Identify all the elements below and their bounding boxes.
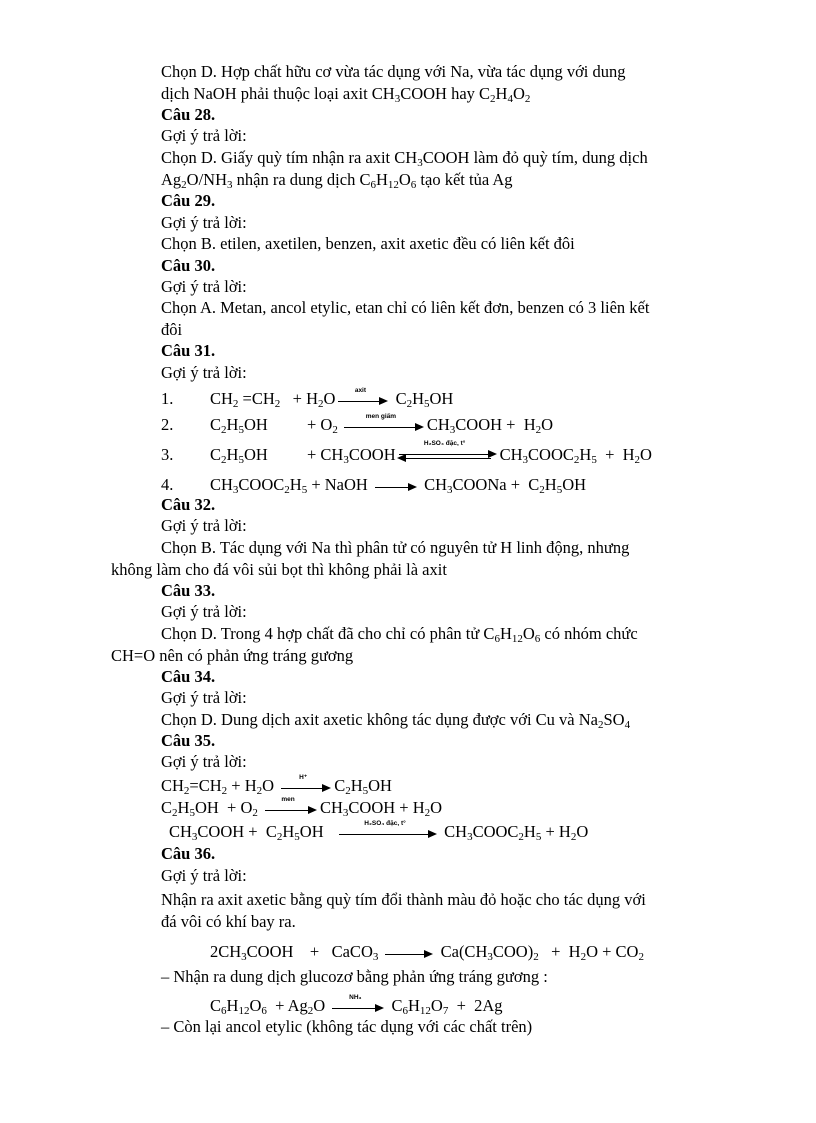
answer-text: đôi [161,320,183,339]
answer-text: Chọn B. Tác dụng với Na thì phân tử có nguyên tử H linh động, nhưng [161,538,630,557]
reaction-formula: $CH_2=CH_2 + H_2O$ H⁺ $C_2H_5OH$ [161,774,392,797]
reaction-arrow: men giấm [344,419,424,433]
hint-label: Gợi ý trả lời: [161,516,247,535]
answer-text: Chọn D. Dung dịch axit axetic không tác dụng được với Cu và $Na_2SO_4$ [161,710,631,731]
answer-text: $Ag_2O/NH_3$ nhận ra dung dịch $C_6H_{12}O_6$ tạo kết tủa Ag [161,170,513,191]
reaction-formula: $CH_3COOH + C_2H_5OH$ H₂SO₄ đặc, t° $CH_3COOC_2H_5 + H_2O$ [169,820,589,843]
question-heading: Câu 34. [161,667,216,686]
reaction-arrow: H₂SO₄ đặc, t° [339,826,437,840]
reaction-arrow [385,946,433,960]
reaction-number: 1. [161,389,174,408]
answer-text: đá vôi có khí bay ra. [161,912,296,931]
reaction-number: 2. [161,415,174,434]
reaction-formula: $C_6H_{12}O_6 + Ag_2O$ NH₃ $C_6H_{12}O_7 + 2Ag$ [210,994,503,1017]
reaction-arrow: axit [338,393,388,407]
hint-label: Gợi ý trả lời: [161,866,247,885]
answer-text: Chọn B. etilen, axetilen, benzen, axit axetic đều có liên kết đôi [161,234,575,253]
answer-text: không làm cho đá vôi sủi bọt thì không phải là axit [111,560,447,579]
reaction-formula: $CH_3COOC_2H_5$ + NaOH $CH_3COONa + C_2H_5OH$ [210,475,587,496]
hint-label: Gợi ý trả lời: [161,602,247,621]
hint-label: Gợi ý trả lời: [161,277,247,296]
answer-text: – Nhận ra dung dịch glucozơ bằng phản ứng tráng gương : [161,967,548,986]
answer-text: Chọn D. Trong 4 hợp chất đã cho chỉ có phân tử $C_6H_{12}O_6$ có nhóm chức [161,624,638,645]
answer-text: CH=O nên có phản ứng tráng gương [111,646,354,665]
reaction-formula: $C_2H_5OH$ [210,415,268,436]
question-heading: Câu 29. [161,191,216,210]
hint-label: Gợi ý trả lời: [161,688,247,707]
reaction-arrow: H⁺ [281,780,331,794]
question-heading: Câu 28. [161,105,216,124]
reaction-formula: $CH_2 =CH_2 + H_2O$ axit $C_2H_5OH$ [210,387,454,410]
reaction-arrow: men [265,802,317,816]
reaction-formula: + $O_2$ men giấm $CH_3COOH + H_2O$ [307,413,554,436]
text-line: Chọn D. Hợp chất hữu cơ vừa tác dụng với Na, vừa tác dụng với dung [161,62,626,81]
answer-text: – Còn lại ancol etylic (không tác dụng với các chất trên) [161,1017,533,1036]
reaction-formula: $2CH_3COOH$ + CaCO$_3$ $Ca(CH_3COO)_2 + H_2O + CO_2$ [210,942,644,963]
reaction-number: 4. [161,475,174,494]
reaction-formula: + $CH_3COOH$ H₂SO₄ đặc, t° $CH_3COOC_2H_5 + H_2O$ [307,440,652,466]
answer-text: Nhận ra axit axetic bằng quỳ tím đổi thành màu đỏ hoặc cho tác dụng với [161,890,646,909]
hint-label: Gợi ý trả lời: [161,213,247,232]
question-heading: Câu 30. [161,256,216,275]
question-heading: Câu 32. [161,495,216,514]
reaction-formula: $C_2H_5OH + O_2$ men $CH_3COOH + H_2O$ [161,796,443,819]
question-heading: Câu 31. [161,341,216,360]
question-heading: Câu 35. [161,731,216,750]
reaction-arrow: NH₃ [332,1000,384,1014]
answer-text: Chọn A. Metan, ancol etylic, etan chỉ có liên kết đơn, benzen có 3 liên kết [161,298,650,317]
hint-label: Gợi ý trả lời: [161,126,247,145]
text-line: dịch NaOH phải thuộc loại axit $CH_3COOH$ hay $C_2H_4O_2$ [161,84,531,105]
answer-text: Chọn D. Giấy quỳ tím nhận ra axit $CH_3COOH$ làm đỏ quỳ tím, dung dịch [161,148,648,169]
hint-label: Gợi ý trả lời: [161,363,247,382]
question-heading: Câu 33. [161,581,216,600]
reaction-number: 3. [161,445,174,464]
reaction-arrow [375,479,417,493]
reversible-arrow: H₂SO₄ đặc, t° [399,446,497,466]
reaction-formula: $C_2H_5OH$ [210,445,268,466]
hint-label: Gợi ý trả lời: [161,752,247,771]
question-heading: Câu 36. [161,844,216,863]
